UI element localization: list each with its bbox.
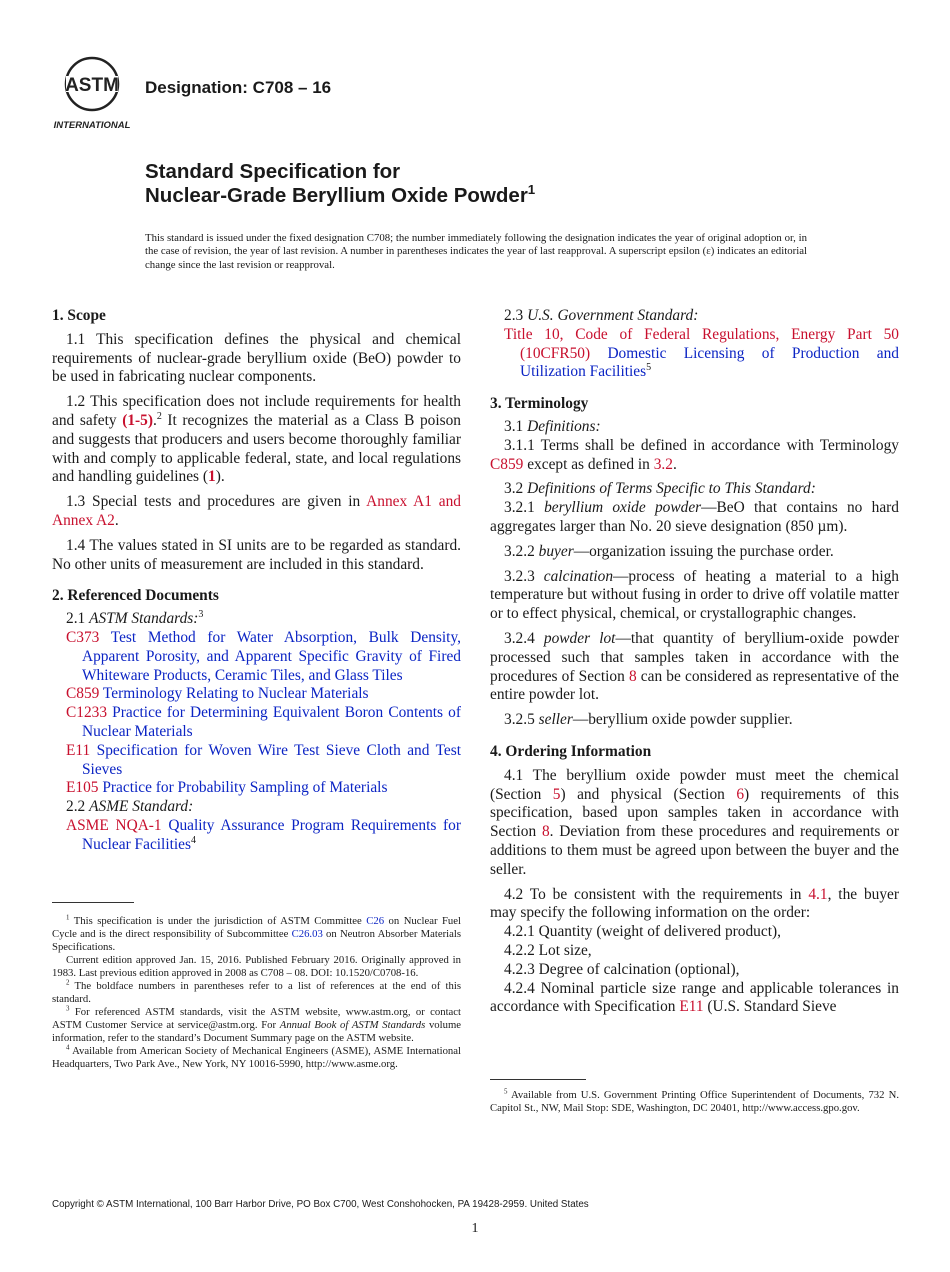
para-1-3: 1.3 Special tests and procedures are given in Annex A1 and Annex A2. — [52, 493, 461, 529]
title-line-2: Nuclear-Grade Beryllium Oxide Powder — [145, 184, 528, 207]
footnote-2-ref[interactable]: 2 — [156, 410, 162, 422]
section-6-link[interactable]: 6 — [736, 785, 745, 803]
ref-title[interactable]: Practice for Determining Equivalent Boron Contents of Nuclear Materials — [82, 704, 461, 740]
section-3-2-link[interactable]: 3.2 — [653, 455, 673, 473]
list-item[interactable] — [66, 629, 461, 685]
ref-title[interactable]: Terminology Relating to Nuclear Materials — [99, 685, 369, 703]
para-3-2-1: 3.2.1 beryllium oxide powder—BeO that contains no hard aggregates larger than No. 20 sieve designation (850 µm). — [490, 499, 899, 535]
notice-text: This standard is issued under the fixed designation C708; the number immediately following the designation indicates the year of original adoption or, in the case of revision, the year of last revision. A number in parentheses indicates the year of last reapproval. A superscript epsilon (ε) indicates an editorial change since the last revision or reapproval. — [145, 232, 807, 271]
para-2-2: 2.2 ASME Standard: — [66, 798, 194, 816]
asme-reference[interactable] — [66, 817, 461, 855]
para-4-2: 4.2 To be consistent with the requirements in 4.1, the buyer may specify the following information on the order: — [490, 885, 900, 922]
page-title — [145, 160, 535, 208]
footnote-divider-left — [52, 902, 134, 903]
list-item[interactable] — [66, 742, 461, 780]
para-3-2-5: 3.2.5 seller—beryllium oxide powder supplier. — [504, 711, 793, 729]
ref-code[interactable]: ASME NQA-1 — [66, 816, 162, 834]
ref-code[interactable]: C859 — [66, 685, 100, 703]
footnote-1-edition: Current edition approved Jan. 15, 2016. Published February 2016. Originally approved in 1983. Last previous edition approved in 2008 as C708 – 08. DOI: 10.1520/C0708-16. — [52, 954, 461, 979]
para-4-2-4: 4.2.4 Nominal particle size range and applicable tolerances in accordance with Specification E11 (U.S. Standard Sieve — [490, 979, 899, 1016]
list-item[interactable] — [66, 704, 461, 742]
ref-code[interactable]: E105 — [66, 779, 99, 797]
para-3-1: 3.1 Definitions: — [504, 417, 601, 435]
c859-link[interactable]: C859 — [490, 455, 524, 473]
para-2-3: 2.3 U.S. Government Standard: — [504, 307, 699, 324]
right-column — [490, 307, 899, 1017]
footnote-3: $^3$ For referenced ASTM standards, visit the ASTM website, www.astm.org, or contact ASTM Customer Service at service@astm.org. For Annual Book of ASTM Standards volume information, refer to the standard’s Document Summary page on the ASTM website. — [52, 1004, 462, 1044]
title-line-1: Standard Specification for — [145, 160, 401, 183]
astm-reference-list — [52, 629, 461, 798]
ref-1-link[interactable]: 1 — [208, 468, 216, 486]
para-1-1: 1.1 This specification defines the physical and chemical requirements of nuclear-grade beryllium oxide (BeO) powder to be used in fabricating nuclear components. — [52, 330, 461, 386]
footnote-4: $^4$ Available from American Society of Mechanical Engineers (ASME), ASME International Headquarters, Two Park Ave., New York, NY 10016-5990, http://www.asme.org. — [52, 1043, 461, 1070]
section-4-1-link[interactable]: 4.1 — [808, 885, 828, 903]
standard-notice — [145, 232, 807, 272]
astm-logo-mark — [52, 56, 134, 132]
para-4-2-2: 4.2.2 Lot size, — [504, 941, 592, 959]
subcommittee-link[interactable]: C26.03 — [291, 928, 323, 940]
ref-code[interactable]: E11 — [66, 741, 91, 759]
footnotes-left — [52, 915, 461, 1071]
para-4-2-3: 4.2.3 Degree of calcination (optional), — [504, 960, 740, 978]
section-3-heading: 3. Terminology — [490, 395, 589, 413]
para-3-1-1: 3.1.1 Terms shall be defined in accordance with Terminology C859 except as defined in 3.2. — [490, 436, 899, 473]
astm-logo — [52, 56, 134, 132]
para-2-1: 2.1 ASTM Standards:$^3$ — [66, 609, 204, 628]
designation-year: – 16 — [298, 78, 332, 97]
title-footnote-ref[interactable]: 1 — [527, 182, 536, 198]
footnote-2: $^2$ The boldface numbers in parentheses refer to a list of references at the end of this standard. — [52, 978, 461, 1005]
para-4-1: 4.1 The beryllium oxide powder must meet the chemical (Section 5) and physical (Section 6) requirements of this specification, based upon samples taken in accordance with Section 8. Deviation from these procedures and requirements or additions to them must be agreed upon between the buyer and the seller. — [490, 766, 899, 878]
para-3-2: 3.2 Definitions of Terms Specific to This Standard: — [504, 480, 816, 498]
ref-code[interactable]: C373 — [66, 628, 100, 646]
para-3-2-4: 3.2.4 powder lot—that quantity of beryllium-oxide powder processed such that samples taken in accordance with the procedures of Section 8 can be considered as representative of the entire powder lot. — [490, 629, 899, 704]
copyright-footer: Copyright © ASTM International, 100 Barr Harbor Drive, PO Box C700, West Conshohocken, PA 19428-2959. United States — [52, 1199, 589, 1210]
para-1-2: 1.2 This specification does not include requirements for health and safety (1-5).$^2$ It recognizes the material as a Class B poison and suggests that producers and users become thoroughly familiar with and comply to applicable federal, state, and local regulations and handling guidelines (1). — [52, 393, 461, 486]
para-3-2-3: 3.2.3 calcination—process of heating a material to a high temperature but without fusing in order to drive off volatile matter or to effect physical, chemical, or crystallographic changes. — [490, 567, 899, 623]
para-3-2-2: 3.2.2 buyer—organization issuing the purchase order. — [504, 542, 834, 560]
logo-sub: INTERNATIONAL — [53, 120, 131, 131]
para-4-2-1: 4.2.1 Quantity (weight of delivered product), — [504, 923, 781, 941]
gov-reference[interactable] — [504, 326, 899, 382]
section-4-heading: 4. Ordering Information — [490, 742, 652, 760]
ref-code[interactable]: Title 10, Code of Federal Regulations, Energy Part 50 (10CFR50) — [504, 325, 899, 362]
footnote-divider-right — [490, 1079, 586, 1080]
annex-link[interactable]: Annex A1 and Annex A2 — [52, 493, 461, 529]
footnote-4-ref[interactable]: 4 — [190, 834, 196, 846]
ref-title[interactable]: Test Method for Water Absorption, Bulk Density, Apparent Porosity, and Apparent Specific Gravity of Fired Whiteware Products, Ceramic Tiles, and Glass Tiles — [82, 628, 461, 684]
list-item[interactable] — [66, 779, 461, 798]
logo-text: ASTM — [65, 75, 119, 96]
section-8-link[interactable]: 8 — [541, 823, 550, 841]
e11-link[interactable]: E11 — [679, 998, 704, 1016]
ref-title[interactable]: Specification for Woven Wire Test Sieve Cloth and Test Sieves — [82, 741, 461, 778]
para-1-4: 1.4 The values stated in SI units are to be regarded as standard. No other units of measurement are included in this standard. — [52, 536, 461, 573]
section-8-link[interactable]: 8 — [628, 667, 637, 685]
left-column — [52, 307, 461, 855]
committee-link[interactable]: C26 — [366, 915, 385, 927]
footnote-5: $^5$ Available from U.S. Government Printing Office Superintendent of Documents, 732 N. Capitol St., NW, Mail Stop: SDE, Washington, DC 20401, http://www.access.gpo.gov. — [490, 1087, 899, 1114]
ref-1-5-link[interactable]: (1-5) — [122, 411, 153, 429]
ref-title[interactable]: Practice for Probability Sampling of Materials — [98, 779, 388, 797]
section-1-heading: 1. Scope — [52, 307, 106, 324]
designation-label: Designation: C708 — [145, 78, 294, 97]
ref-title[interactable]: Quality Assurance Program Requirements for Nuclear Facilities — [82, 816, 461, 853]
ref-title[interactable]: Domestic Licensing of Production and Utilization Facilities — [520, 344, 899, 381]
ref-code[interactable]: C1233 — [66, 704, 108, 722]
section-5-link[interactable]: 5 — [552, 785, 561, 803]
footnote-5-ref[interactable]: 5 — [646, 362, 652, 374]
footnote-1: $^1$ This specification is under the jurisdiction of ASTM Committee C26 on Nuclear Fuel Cycle and is the direct responsibility of Subcommittee C26.03 on Neutron Absorber Materials Specifications. — [52, 913, 461, 953]
section-2-heading: 2. Referenced Documents — [52, 587, 219, 605]
page-number: 1 — [471, 1221, 479, 1236]
footnote-3-ref[interactable]: 3 — [198, 609, 204, 621]
footnotes-right — [490, 1089, 899, 1115]
designation — [145, 78, 331, 98]
list-item[interactable] — [66, 685, 461, 704]
